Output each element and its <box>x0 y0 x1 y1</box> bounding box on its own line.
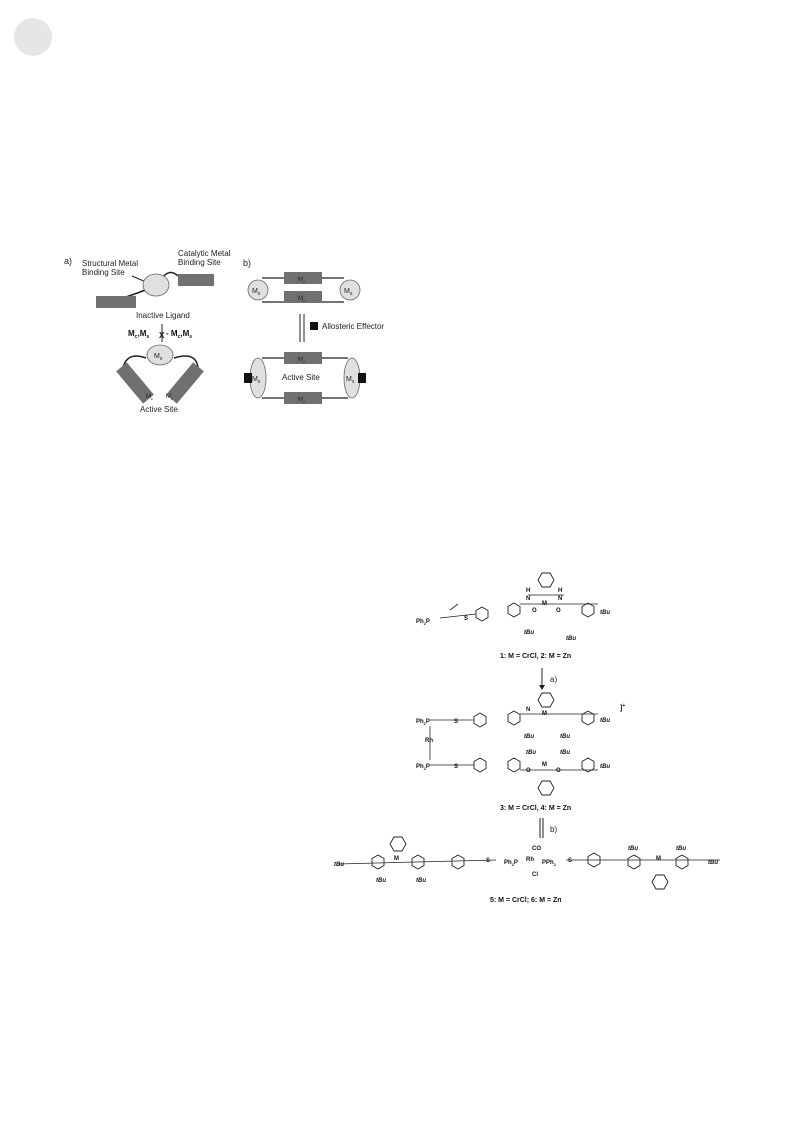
mc-label-a-left: $M_c$ <box>146 394 153 401</box>
structural-metal-a <box>147 345 173 365</box>
structural-site-label-1: Structural Metal <box>82 259 139 268</box>
svg-text:O: O <box>532 608 537 614</box>
ms-b-right-label: $M_s$ <box>344 288 353 297</box>
svg-text:O: O <box>526 768 531 774</box>
svg-text:S: S <box>486 858 491 864</box>
structural-site-ellipse <box>143 274 169 296</box>
catalytic-block-upper <box>178 274 214 286</box>
caption-compound-1-2: 1: M = CrCl, 2: M = Zn <box>500 653 572 660</box>
effector-square <box>310 322 318 330</box>
svg-text:N: N <box>526 596 531 602</box>
figure-allosteric-schematic <box>62 240 392 425</box>
caption-compound-5-6: 5: M = CrCl; 6: M = Zn <box>490 897 562 904</box>
compound-5-structure <box>334 837 720 889</box>
catalytic-site-label-2: Binding Site <box>178 258 221 267</box>
svg-text:O: O <box>556 768 561 774</box>
svg-text:tBu: tBu <box>524 734 534 740</box>
svg-text:Ph2P: $Ph_2P$ <box>416 619 430 626</box>
reagent-left: $M_c,M_s$ <box>128 329 150 340</box>
mc-label-a-right: $M_c$ <box>166 394 173 401</box>
svg-text:tBu: tBu <box>334 862 344 868</box>
svg-text:tBu: tBu <box>560 750 570 756</box>
svg-text:]+: ]+ <box>620 703 626 712</box>
svg-text:tBu: tBu <box>600 610 610 616</box>
compound-3-structure <box>416 693 625 795</box>
ms-b-left-label: $M_s$ <box>252 288 261 297</box>
caption-compound-3-4: 3: M = CrCl, 4: M = Zn <box>500 805 572 812</box>
svg-text:tBu: tBu <box>524 630 534 636</box>
ms-b-right <box>340 280 360 300</box>
step-a-label: a) <box>550 675 558 684</box>
effector-bound-right <box>358 373 366 383</box>
structural-site-label-2: Binding Site <box>82 268 125 277</box>
svg-text:Ph2P: $Ph_2P$ <box>416 764 430 771</box>
svg-text:Ph2P: $Ph_2P$ <box>416 719 430 726</box>
catalytic-block-lower <box>96 296 136 308</box>
svg-text:CO: CO <box>532 846 541 852</box>
svg-text:tBu: tBu <box>600 764 610 770</box>
svg-text:PPh2: PPh$_2$ <box>542 860 556 867</box>
reagent-right: - $M_c,M_s$ <box>166 329 193 340</box>
mc-b4-label: $M_c$ <box>298 397 305 404</box>
svg-text:Rh: Rh <box>526 857 534 863</box>
svg-text:N: N <box>526 707 531 713</box>
svg-text:N: N <box>558 596 563 602</box>
svg-text:tBu: tBu <box>526 750 536 756</box>
svg-text:M: M <box>394 856 399 862</box>
svg-text:tBu: tBu <box>708 860 718 866</box>
svg-text:tBu: tBu <box>600 718 610 724</box>
blocked-x-mark: X <box>159 331 165 340</box>
svg-text:tBu: tBu <box>676 846 686 852</box>
inactive-ligand-label: Inactive Ligand <box>136 311 190 320</box>
compound-1-structure <box>416 573 610 642</box>
catalytic-site-label-1: Catalytic Metal <box>178 249 231 258</box>
svg-text:tBu: tBu <box>560 734 570 740</box>
svg-text:tBu: tBu <box>376 878 386 884</box>
ms-b-open-right-label: $M_s$ <box>346 376 355 385</box>
svg-text:S: S <box>454 719 459 725</box>
svg-text:S: S <box>454 764 459 770</box>
svg-text:tBu: tBu <box>628 846 638 852</box>
svg-text:M: M <box>542 711 547 717</box>
svg-text:Ph2P: $Ph_2P$ <box>504 860 518 867</box>
mc-b3-label: $M_c$ <box>298 357 305 364</box>
mc-b2-label: $M_c$ <box>298 296 305 303</box>
page-corner-marker <box>14 18 52 56</box>
svg-text:S: S <box>568 858 573 864</box>
allosteric-effector-label: Allosteric Effector <box>322 322 385 331</box>
svg-text:M: M <box>656 856 661 862</box>
svg-text:tBu: tBu <box>566 636 576 642</box>
svg-text:Cl: Cl <box>532 872 538 878</box>
svg-text:M: M <box>542 762 547 768</box>
svg-text:H: H <box>558 588 563 594</box>
mc-b1-label: $M_c$ <box>298 277 305 284</box>
ms-b-left <box>248 280 268 300</box>
arrow-step-a-head <box>539 685 545 690</box>
step-b-label: b) <box>550 825 558 834</box>
ms-b-open-left-label: $M_s$ <box>252 376 261 385</box>
active-site-label-a: Active Site <box>140 405 178 414</box>
panel-a-label: a) <box>64 256 73 266</box>
effector-bound-left <box>244 373 252 383</box>
active-site-label-b: Active Site <box>282 373 320 382</box>
svg-text:tBu: tBu <box>416 878 426 884</box>
svg-text:S: S <box>464 616 469 622</box>
ms-label-a: $M_s$ <box>154 353 163 362</box>
panel-b-label: b) <box>243 258 252 268</box>
svg-text:Rh: Rh <box>425 738 433 744</box>
svg-text:M: M <box>542 601 547 607</box>
svg-text:H: H <box>526 588 531 594</box>
figure-reaction-scheme <box>330 560 750 910</box>
svg-text:O: O <box>556 608 561 614</box>
